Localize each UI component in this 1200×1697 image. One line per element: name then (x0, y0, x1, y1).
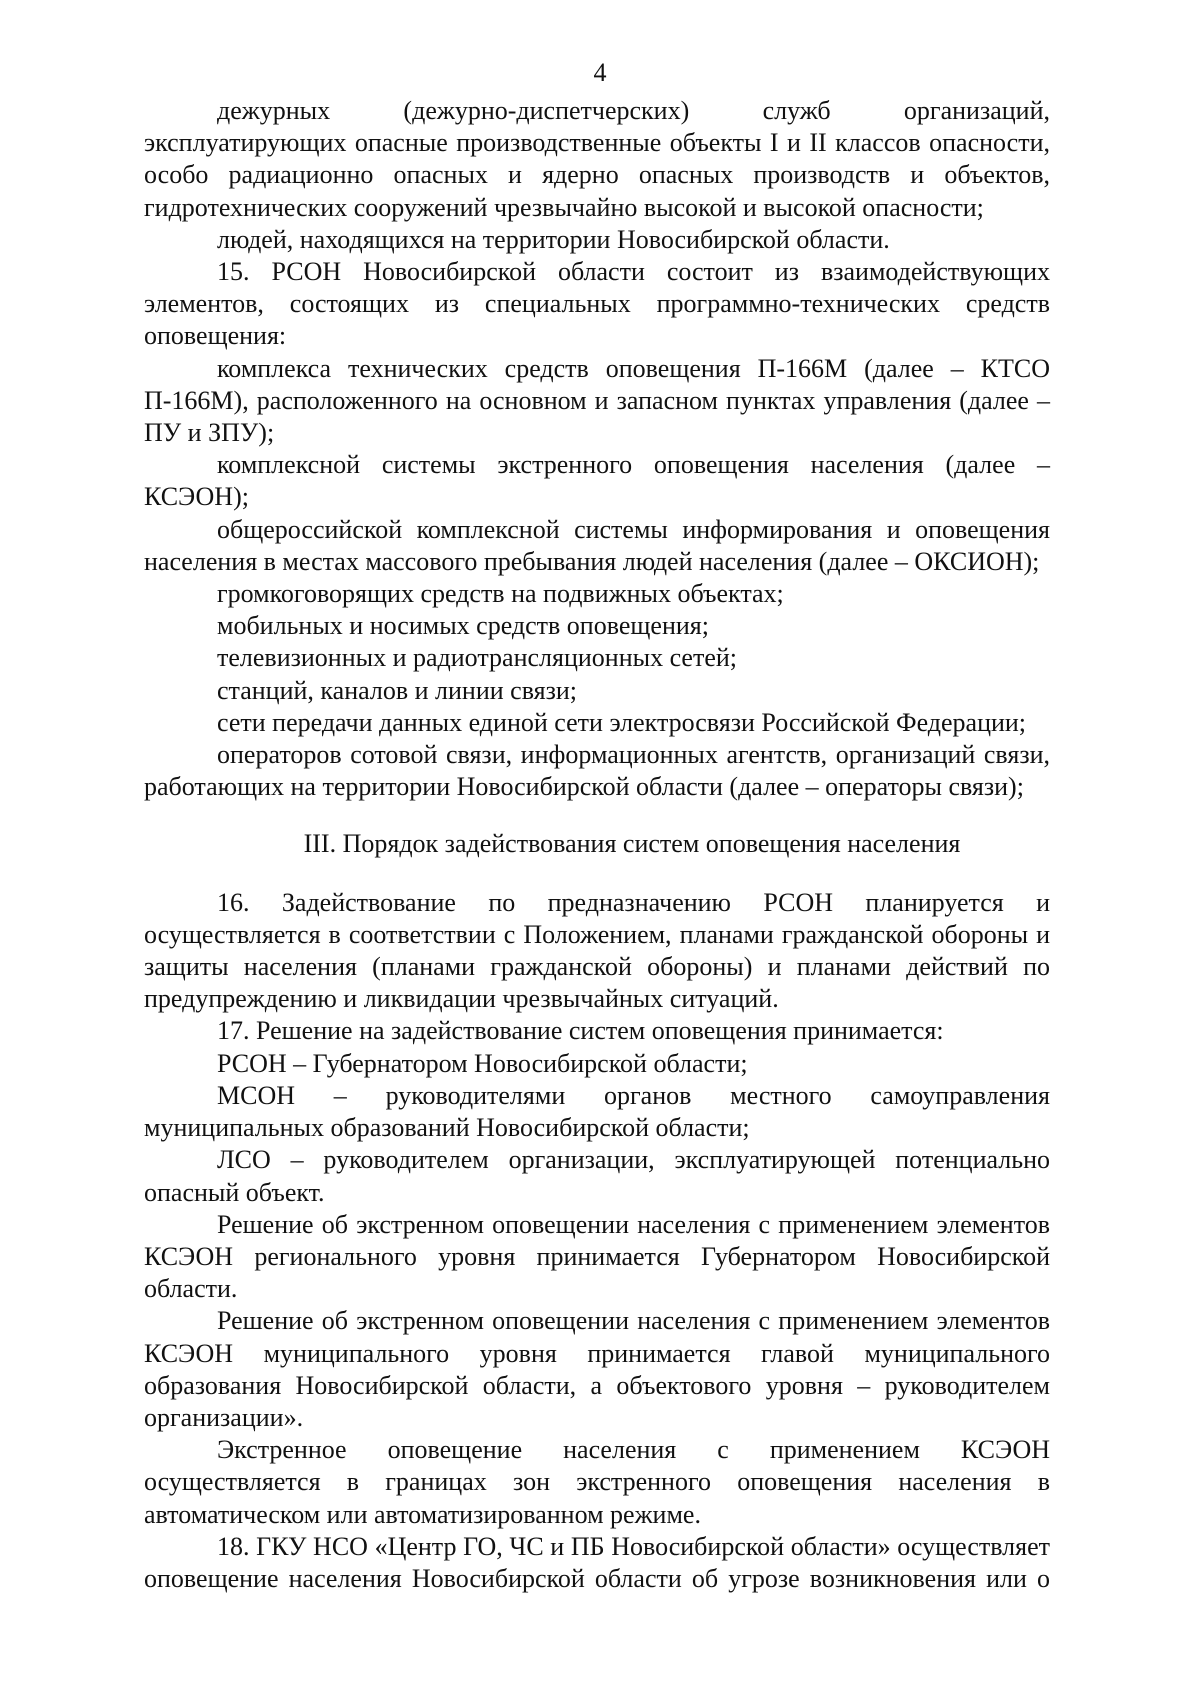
paragraph: ЛСО – руководителем организации, эксплуатирующей потенциально опасный объект. (144, 1145, 1050, 1207)
paragraph: 15. РСОН Новосибирской области состоит из взаимодействующих элементов, состоящих из специальных программно-технических средств оповещения: (144, 257, 1050, 351)
paragraph: мобильных и носимых средств оповещения; (217, 611, 709, 641)
section-heading: III. Порядок задействования систем оповещения населения (303, 829, 961, 859)
paragraph: станций, каналов и линии связи; (217, 675, 578, 705)
paragraph: МСОН – руководителями органов местного самоуправления муниципальных образований Новосибирской области; (144, 1080, 1050, 1143)
page-number: 4 (593, 58, 607, 87)
paragraph: РСОН – Губернатором Новосибирской области; (217, 1048, 748, 1078)
document-body (144, 95, 1050, 1595)
paragraph: громкоговорящих средств на подвижных объектах; (217, 579, 784, 609)
paragraph: 18. ГКУ НСО «Центр ГО, ЧС и ПБ Новосибирской области» осуществляет оповещение населения Новосибирской области об угрозе возникновения или о (144, 1531, 1050, 1593)
paragraph: Решение об экстренном оповещении населения с применением элементов КСЭОН регионального уровня принимается Губернатором Новосибирской области. (144, 1209, 1050, 1304)
paragraph: Решение об экстренном оповещении населения с применением элементов КСЭОН муниципального уровня принимается главой муниципального образования Новосибирской области, а объектового уровня – руководителем организации». (144, 1306, 1050, 1432)
paragraph: общероссийской комплексной системы информирования и оповещения населения в местах массового пребывания людей населения (далее – ОКСИОН); (144, 514, 1050, 576)
paragraph: 16. Задействование по предназначению РСОН планируется и осуществляется в соответствии с Положением, планами гражданской обороны и защиты населения (планами гражданской обороны) и планами действий по предупреждению и ликвидации чрезвычайных ситуаций. (144, 887, 1050, 1014)
paragraph: комплексной системы экстренного оповещения населения (далее – КСЭОН); (144, 450, 1050, 512)
paragraph: дежурных (дежурно-диспетчерских) служб организаций, эксплуатирующих опасные производственные объекты I и II классов опасности, особо радиационно опасных и ядерно опасных производств и объектов, гидротехнических сооружений чрезвычайно высокой и высокой опасности; (144, 96, 1050, 222)
paragraph: людей, находящихся на территории Новосибирской области. (217, 224, 890, 254)
paragraph: сети передачи данных единой сети электросвязи Российской Федерации; (217, 707, 1027, 737)
paragraph: телевизионных и радиотрансляционных сетей; (217, 643, 738, 673)
paragraph: операторов сотовой связи, информационных агентств, организаций связи, работающих на территории Новосибирской области (далее – операторы связи); (144, 740, 1050, 802)
paragraph: 17. Решение на задействование систем оповещения принимается: (217, 1016, 944, 1046)
paragraph: Экстренное оповещение населения с применением КСЭОН осуществляется в границах зон экстренного оповещения населения в автоматическом или автоматизированном режиме. (144, 1435, 1050, 1529)
paragraph: комплекса технических средств оповещения П-166М (далее – КТСО П-166М), расположенного на основном и запасном пунктах управления (далее – ПУ и ЗПУ); (144, 353, 1050, 448)
